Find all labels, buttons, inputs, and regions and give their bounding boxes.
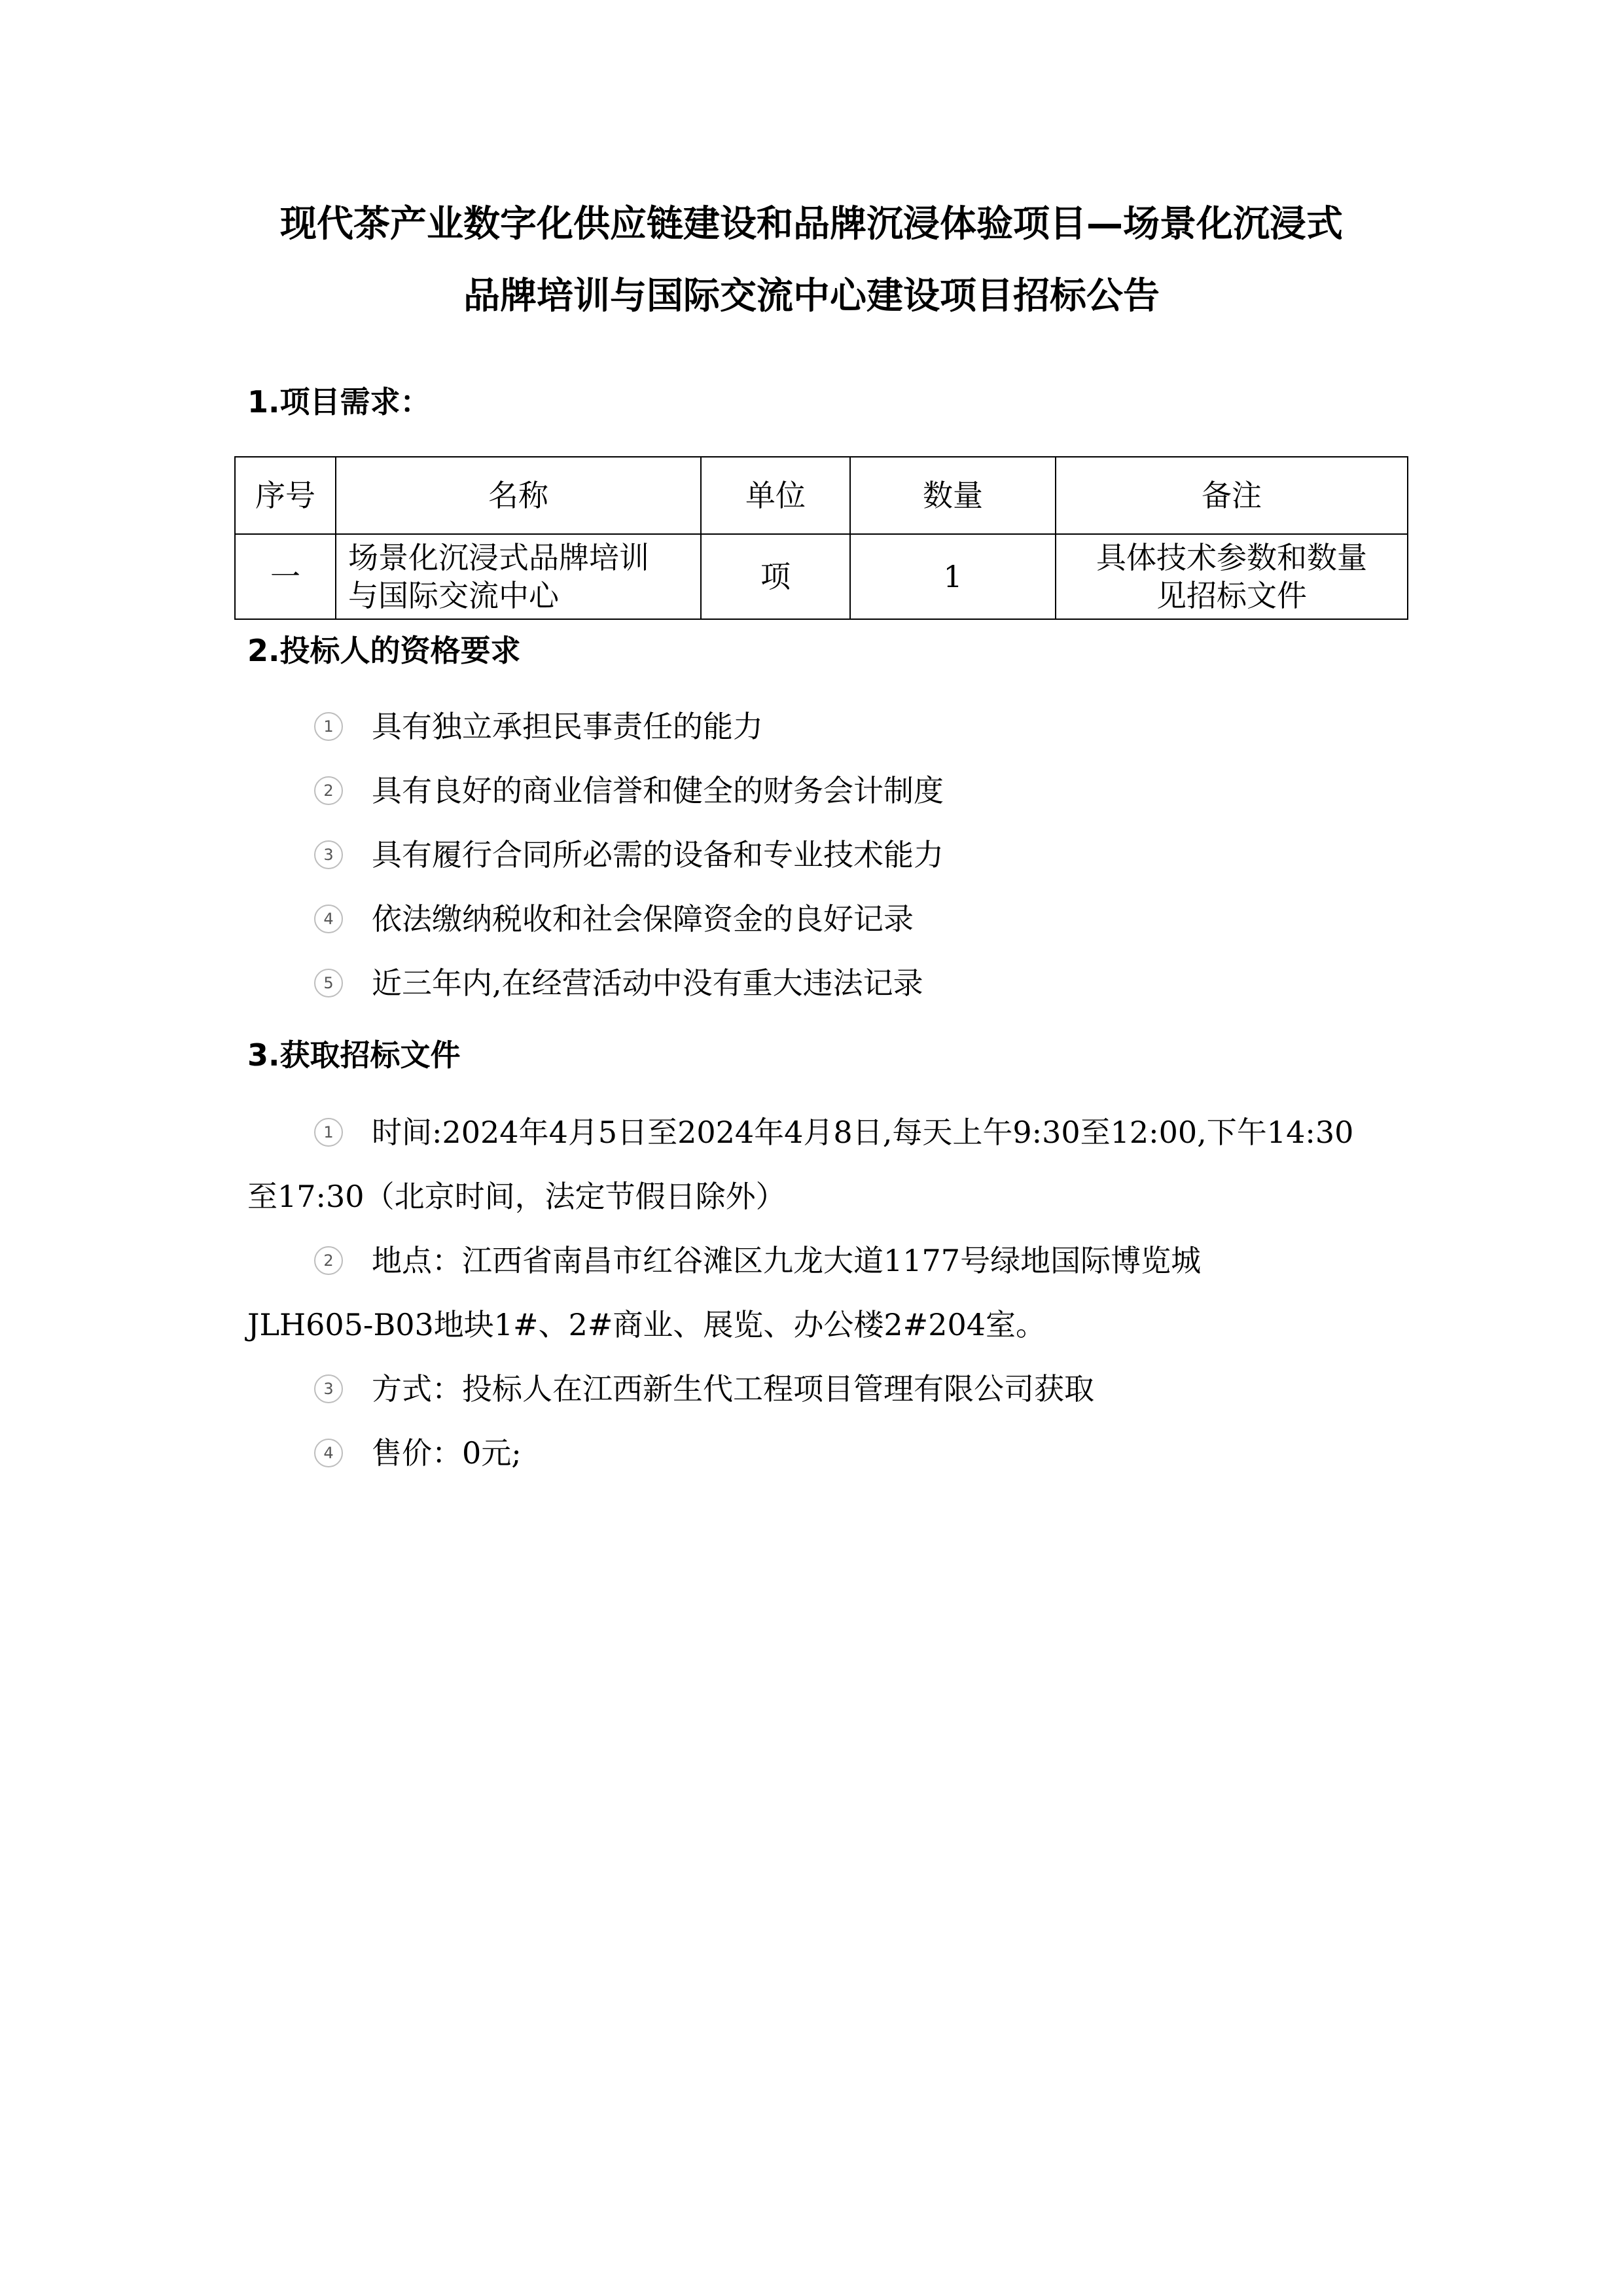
circled-number: 4 xyxy=(314,1439,343,1467)
cell-unit: 项 xyxy=(701,534,850,619)
list-item-text: 近三年内,在经营活动中没有重大违法记录 xyxy=(372,965,923,1001)
cell-remark xyxy=(1056,534,1408,619)
list-item xyxy=(314,963,923,1003)
cell-name-line-1: 场景化沉浸式品牌培训 xyxy=(348,540,649,575)
document-title-line-1: 现代茶产业数字化供应链建设和品牌沉浸体验项目—场景化沉浸式 xyxy=(280,203,1343,245)
cell-quantity: 1 xyxy=(850,534,1056,619)
table-row xyxy=(235,534,1408,619)
cell-index: 一 xyxy=(235,534,336,619)
list-item-continuation: 至17:30（北京时间，法定节假日除外） xyxy=(247,1179,786,1214)
document-title-line-2: 品牌培训与国际交流中心建设项目招标公告 xyxy=(463,275,1160,317)
header-name: 名称 xyxy=(336,457,701,534)
requirements-table xyxy=(234,456,1408,620)
section-2-heading: 2.投标人的资格要求 xyxy=(247,633,521,668)
circled-number: 3 xyxy=(314,840,343,869)
list-item xyxy=(314,707,763,746)
cell-name xyxy=(336,534,701,619)
list-item-continuation: JLH605-B03地块1#、2#商业、展览、办公楼2#204室。 xyxy=(247,1307,1046,1342)
circled-number: 3 xyxy=(314,1374,343,1403)
cell-remark-line-1: 具体技术参数和数量 xyxy=(1096,540,1367,575)
list-item-text: 地点：江西省南昌市红谷滩区九龙大道1177号绿地国际博览城 xyxy=(372,1243,1202,1278)
header-unit: 单位 xyxy=(701,457,850,534)
list-item-text: 售价：0元; xyxy=(372,1435,522,1471)
cell-name-line-2: 与国际交流中心 xyxy=(348,578,559,613)
list-item xyxy=(314,835,944,874)
circled-number: 5 xyxy=(314,969,343,997)
list-item xyxy=(314,771,944,810)
list-item-text: 依法缴纳税收和社会保障资金的良好记录 xyxy=(372,901,914,937)
list-item-text: 时间:2024年4月5日至2024年4月8日,每天上午9:30至12:00,下午14:30 xyxy=(372,1115,1354,1150)
list-item-text: 具有独立承担民事责任的能力 xyxy=(372,709,763,744)
circled-number: 2 xyxy=(314,776,343,805)
list-item-text: 具有良好的商业信誉和健全的财务会计制度 xyxy=(372,773,944,808)
header-index: 序号 xyxy=(235,457,336,534)
list-item xyxy=(314,1369,1094,1408)
list-item xyxy=(314,899,914,939)
cell-remark-line-2: 见招标文件 xyxy=(1156,578,1307,613)
list-item xyxy=(314,1113,1353,1152)
list-item-text: 方式：投标人在江西新生代工程项目管理有限公司获取 xyxy=(372,1371,1094,1407)
circled-number: 2 xyxy=(314,1246,343,1275)
list-item xyxy=(314,1241,1201,1280)
section-3-heading: 3.获取招标文件 xyxy=(247,1037,461,1073)
header-quantity: 数量 xyxy=(850,457,1056,534)
section-1-heading: 1.项目需求： xyxy=(247,384,431,420)
list-item-text: 具有履行合同所必需的设备和专业技术能力 xyxy=(372,837,944,872)
circled-number: 1 xyxy=(314,712,343,741)
header-remark: 备注 xyxy=(1056,457,1408,534)
table-header-row xyxy=(235,457,1408,534)
circled-number: 4 xyxy=(314,905,343,933)
circled-number: 1 xyxy=(314,1118,343,1147)
list-item xyxy=(314,1433,522,1473)
